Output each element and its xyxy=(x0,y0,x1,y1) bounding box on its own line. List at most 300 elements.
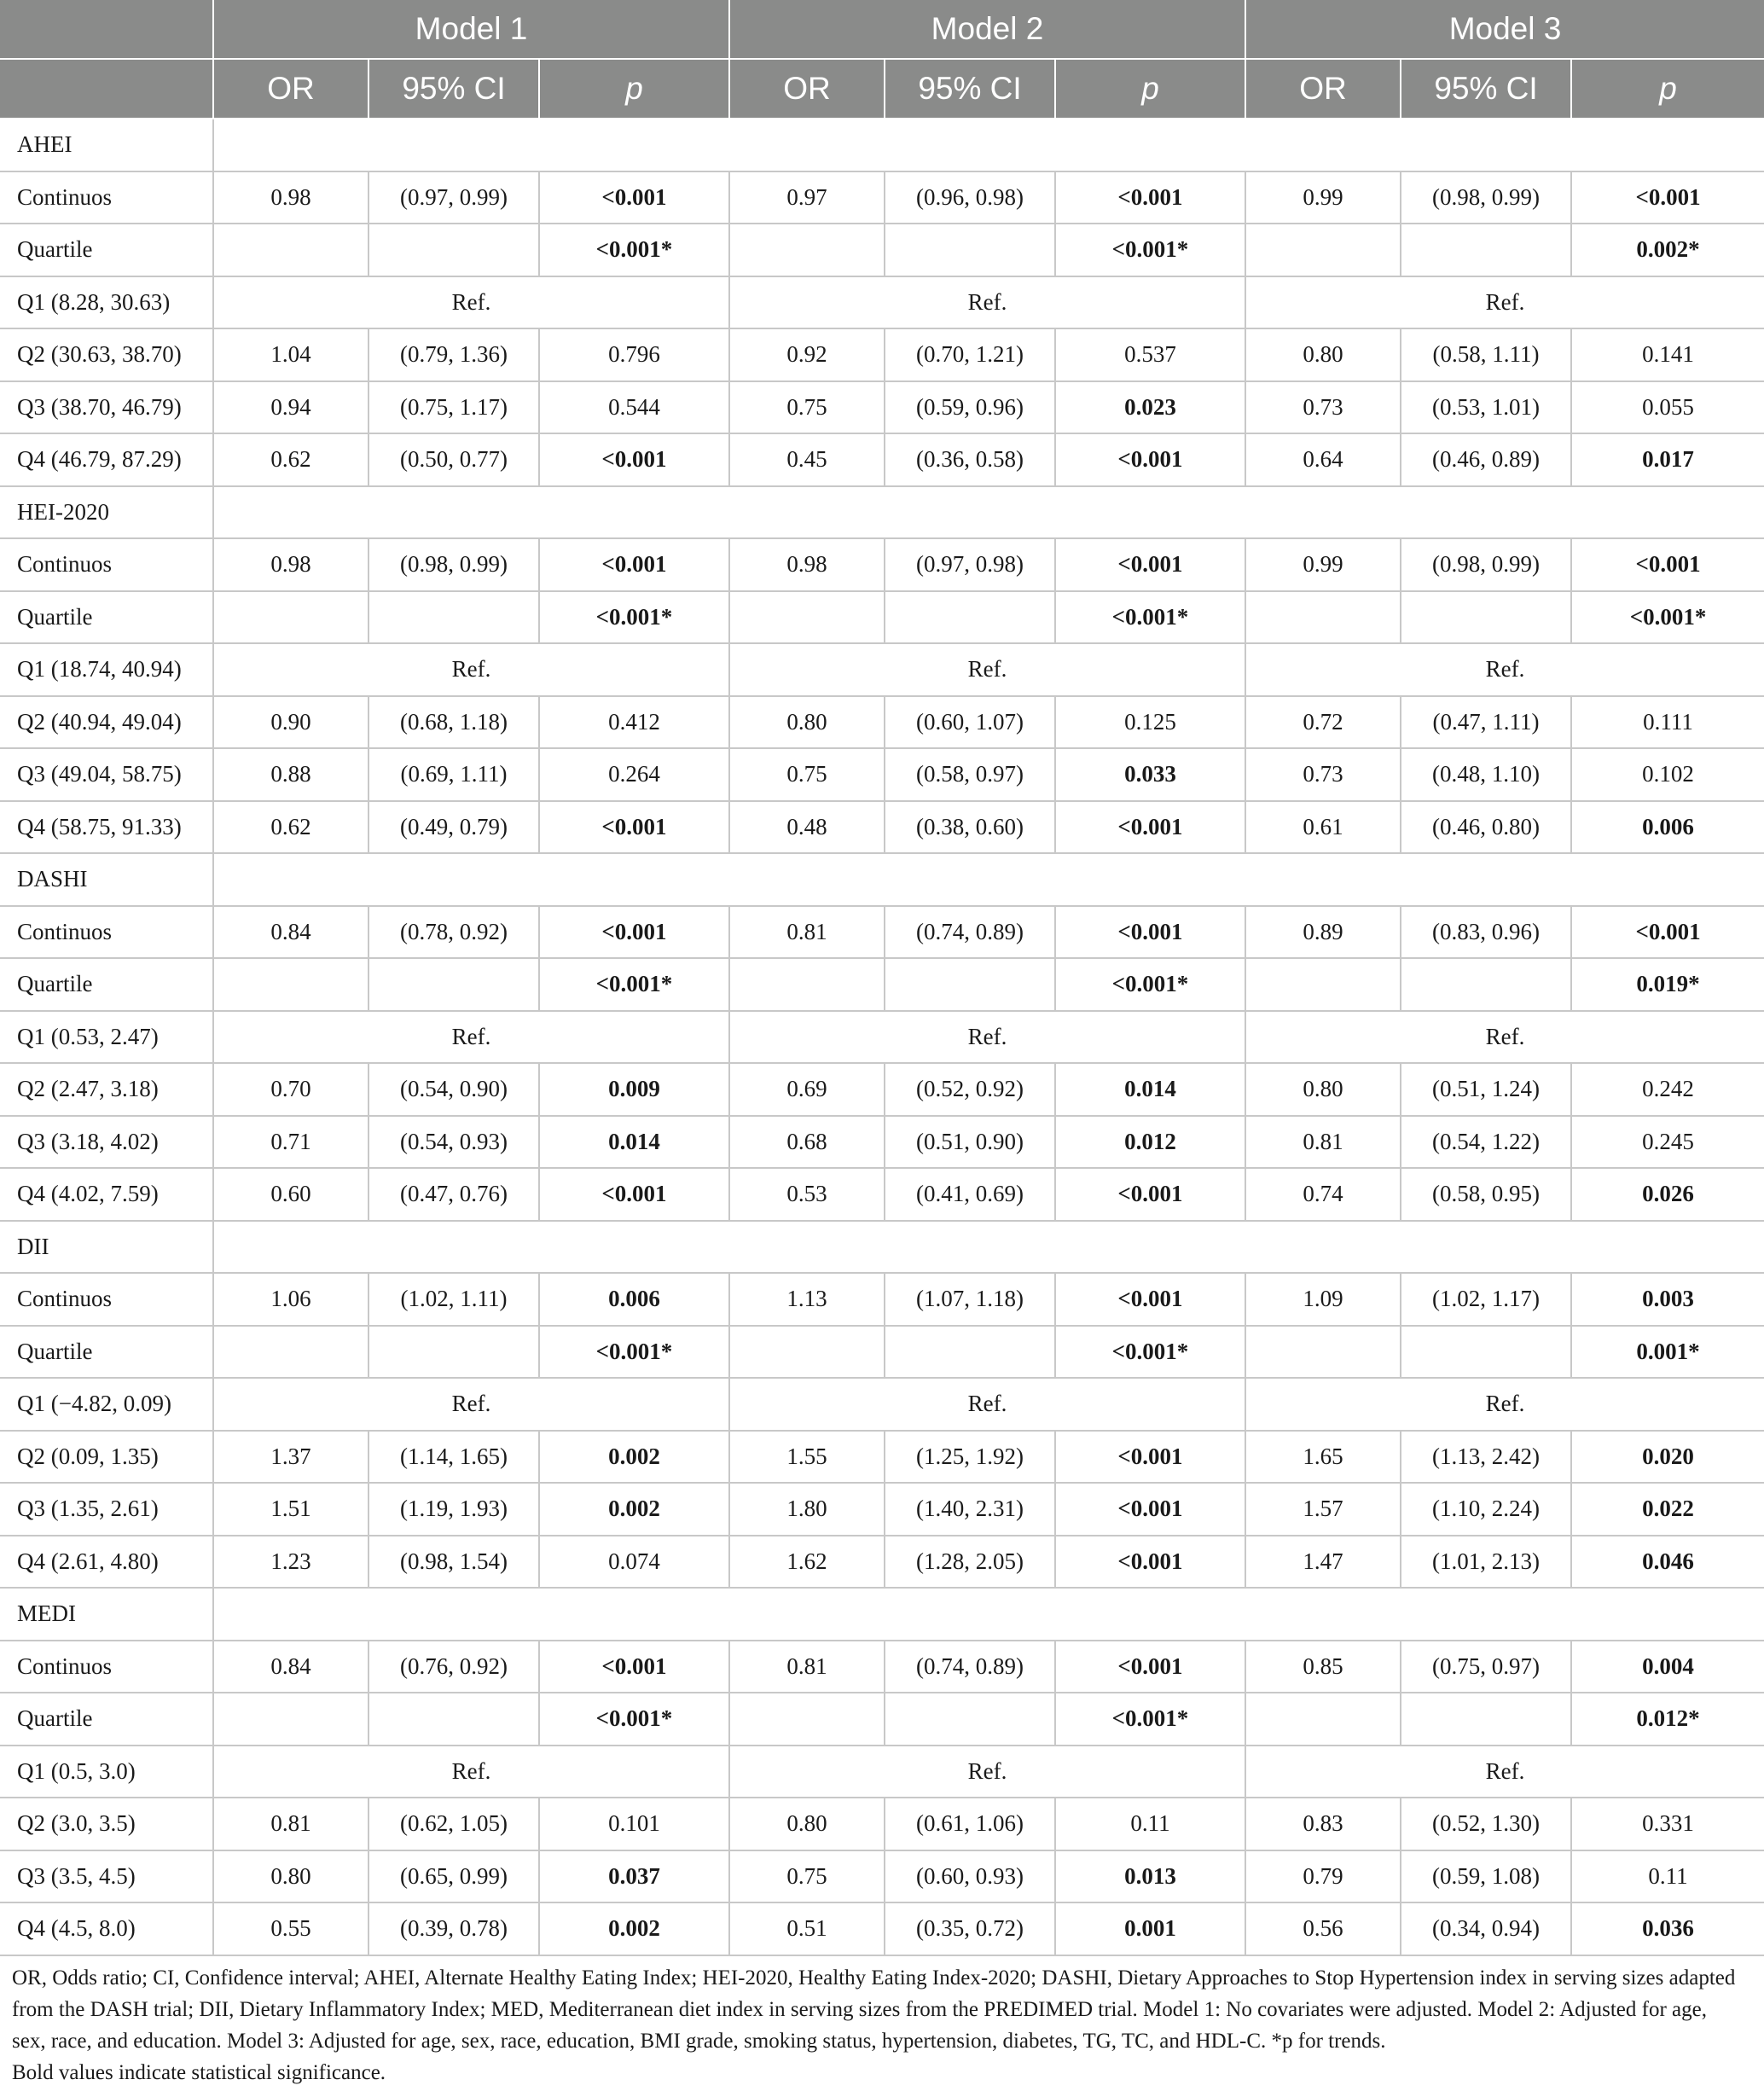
ci-cell xyxy=(1401,958,1571,1011)
ci-cell: (0.34, 0.94) xyxy=(1401,1902,1571,1955)
row-label: Q4 (4.02, 7.59) xyxy=(0,1168,213,1221)
p-cell: 0.544 xyxy=(539,381,729,434)
reference-cell: Ref. xyxy=(213,1378,729,1431)
or-cell: 0.80 xyxy=(729,1798,885,1850)
table-row xyxy=(0,1168,1764,1221)
model-3-header: Model 3 xyxy=(1245,0,1764,59)
or-cell: 0.81 xyxy=(729,906,885,959)
table-row xyxy=(0,1011,1764,1064)
table-row xyxy=(0,643,1764,696)
row-label: Q2 (40.94, 49.04) xyxy=(0,696,213,749)
p-cell: <0.001 xyxy=(1571,906,1764,959)
or-cell: 0.71 xyxy=(213,1116,368,1169)
p-cell: 0.331 xyxy=(1571,1798,1764,1850)
ci-cell: (0.48, 1.10) xyxy=(1401,748,1571,801)
table-row xyxy=(0,1902,1764,1955)
p-cell: 0.141 xyxy=(1571,328,1764,381)
group-empty-cell xyxy=(213,486,1764,539)
ci-cell: (0.47, 1.11) xyxy=(1401,696,1571,749)
or-cell: 0.98 xyxy=(213,538,368,591)
or-header: OR xyxy=(729,59,885,119)
row-label: Q1 (8.28, 30.63) xyxy=(0,276,213,329)
table-row xyxy=(0,328,1764,381)
sub-header-row xyxy=(0,59,1764,119)
ci-cell: (0.65, 0.99) xyxy=(368,1850,539,1903)
reference-cell: Ref. xyxy=(729,1746,1245,1798)
or-cell: 0.92 xyxy=(729,328,885,381)
group-header-row xyxy=(0,119,1764,171)
p-cell: <0.001 xyxy=(539,1641,729,1693)
or-cell: 1.57 xyxy=(1245,1483,1401,1536)
p-cell: 0.009 xyxy=(539,1063,729,1116)
or-cell: 0.45 xyxy=(729,433,885,486)
or-cell: 0.99 xyxy=(1245,171,1401,224)
ci-cell: (0.36, 0.58) xyxy=(885,433,1055,486)
p-cell: 0.245 xyxy=(1571,1116,1764,1169)
p-cell: 0.012 xyxy=(1055,1116,1245,1169)
p-cell: <0.001* xyxy=(1571,591,1764,644)
reference-cell: Ref. xyxy=(729,276,1245,329)
ci-cell: (1.01, 2.13) xyxy=(1401,1536,1571,1589)
p-cell: <0.001* xyxy=(539,1326,729,1379)
ci-cell: (0.74, 0.89) xyxy=(885,1641,1055,1693)
group-label: HEI-2020 xyxy=(0,486,213,539)
p-cell: <0.001* xyxy=(1055,224,1245,276)
or-cell: 0.90 xyxy=(213,696,368,749)
p-cell: <0.001* xyxy=(539,958,729,1011)
p-cell: 0.046 xyxy=(1571,1536,1764,1589)
or-cell xyxy=(729,224,885,276)
p-cell: 0.242 xyxy=(1571,1063,1764,1116)
ci-cell: (1.02, 1.17) xyxy=(1401,1273,1571,1326)
or-cell: 0.72 xyxy=(1245,696,1401,749)
or-cell xyxy=(213,224,368,276)
or-cell: 1.04 xyxy=(213,328,368,381)
ci-cell: (0.51, 0.90) xyxy=(885,1116,1055,1169)
p-cell: <0.001 xyxy=(1571,538,1764,591)
group-label: MEDI xyxy=(0,1588,213,1641)
or-cell: 1.09 xyxy=(1245,1273,1401,1326)
or-cell xyxy=(213,958,368,1011)
ci-cell: (0.74, 0.89) xyxy=(885,906,1055,959)
p-cell: 0.796 xyxy=(539,328,729,381)
table-row xyxy=(0,958,1764,1011)
or-cell: 1.80 xyxy=(729,1483,885,1536)
row-label: Q2 (30.63, 38.70) xyxy=(0,328,213,381)
ci-cell: (0.68, 1.18) xyxy=(368,696,539,749)
p-cell: <0.001* xyxy=(539,591,729,644)
table-row xyxy=(0,1326,1764,1379)
ci-cell: (0.98, 1.54) xyxy=(368,1536,539,1589)
ci-cell: (0.52, 0.92) xyxy=(885,1063,1055,1116)
p-cell: <0.001* xyxy=(539,224,729,276)
header-corner xyxy=(0,59,213,119)
ci-cell xyxy=(885,591,1055,644)
ci-cell xyxy=(1401,224,1571,276)
or-cell xyxy=(213,1693,368,1746)
ci-cell: (0.96, 0.98) xyxy=(885,171,1055,224)
row-label: Q4 (46.79, 87.29) xyxy=(0,433,213,486)
reference-cell: Ref. xyxy=(729,643,1245,696)
ci-cell: (0.35, 0.72) xyxy=(885,1902,1055,1955)
p-cell: 0.537 xyxy=(1055,328,1245,381)
p-cell: <0.001 xyxy=(1055,906,1245,959)
group-header-row xyxy=(0,1588,1764,1641)
or-cell: 0.80 xyxy=(729,696,885,749)
p-cell: 0.036 xyxy=(1571,1902,1764,1955)
p-cell: <0.001 xyxy=(539,1168,729,1221)
p-cell: 0.019* xyxy=(1571,958,1764,1011)
p-cell: <0.001 xyxy=(1055,171,1245,224)
reference-cell: Ref. xyxy=(1245,1378,1764,1431)
model-1-header: Model 1 xyxy=(213,0,729,59)
row-label: Quartile xyxy=(0,591,213,644)
or-cell: 0.81 xyxy=(213,1798,368,1850)
p-cell: <0.001 xyxy=(539,171,729,224)
p-cell: 0.002 xyxy=(539,1483,729,1536)
p-cell: <0.001 xyxy=(539,433,729,486)
or-cell: 1.47 xyxy=(1245,1536,1401,1589)
or-cell: 0.74 xyxy=(1245,1168,1401,1221)
ci-cell: (0.70, 1.21) xyxy=(885,328,1055,381)
row-label: Q1 (0.53, 2.47) xyxy=(0,1011,213,1064)
or-cell: 0.61 xyxy=(1245,801,1401,854)
group-empty-cell xyxy=(213,1588,1764,1641)
reference-cell: Ref. xyxy=(213,276,729,329)
p-cell: <0.001 xyxy=(1055,1483,1245,1536)
ci-cell: (1.28, 2.05) xyxy=(885,1536,1055,1589)
or-cell xyxy=(729,1693,885,1746)
p-cell: 0.004 xyxy=(1571,1641,1764,1693)
or-header: OR xyxy=(213,59,368,119)
ci-cell: (1.13, 2.42) xyxy=(1401,1431,1571,1484)
row-label: Q1 (0.5, 3.0) xyxy=(0,1746,213,1798)
or-cell: 0.75 xyxy=(729,748,885,801)
table-row xyxy=(0,276,1764,329)
table-row xyxy=(0,1273,1764,1326)
ci-cell: (0.39, 0.78) xyxy=(368,1902,539,1955)
or-cell xyxy=(1245,1693,1401,1746)
ci-cell: (0.58, 0.95) xyxy=(1401,1168,1571,1221)
ci-cell: (0.38, 0.60) xyxy=(885,801,1055,854)
ci-cell: (0.79, 1.36) xyxy=(368,328,539,381)
or-cell: 1.23 xyxy=(213,1536,368,1589)
p-cell: <0.001 xyxy=(539,906,729,959)
or-cell xyxy=(729,591,885,644)
p-cell: <0.001 xyxy=(1055,433,1245,486)
or-cell: 0.89 xyxy=(1245,906,1401,959)
p-cell: <0.001 xyxy=(1055,538,1245,591)
or-cell xyxy=(213,591,368,644)
row-label: Q2 (3.0, 3.5) xyxy=(0,1798,213,1850)
ci-cell: (1.07, 1.18) xyxy=(885,1273,1055,1326)
p-cell: <0.001 xyxy=(1055,801,1245,854)
table-row xyxy=(0,1641,1764,1693)
ci-cell xyxy=(1401,1693,1571,1746)
row-label: Q2 (0.09, 1.35) xyxy=(0,1431,213,1484)
or-cell: 0.88 xyxy=(213,748,368,801)
table-row xyxy=(0,1116,1764,1169)
p-cell: 0.033 xyxy=(1055,748,1245,801)
reference-cell: Ref. xyxy=(1245,276,1764,329)
ci-cell: (0.75, 1.17) xyxy=(368,381,539,434)
p-cell: 0.006 xyxy=(539,1273,729,1326)
group-header-row xyxy=(0,486,1764,539)
or-cell: 0.73 xyxy=(1245,381,1401,434)
or-cell: 1.55 xyxy=(729,1431,885,1484)
or-cell: 0.98 xyxy=(213,171,368,224)
ci-cell: (0.52, 1.30) xyxy=(1401,1798,1571,1850)
or-cell xyxy=(729,1326,885,1379)
or-cell: 0.70 xyxy=(213,1063,368,1116)
or-header: OR xyxy=(1245,59,1401,119)
table-row xyxy=(0,801,1764,854)
ci-header: 95% CI xyxy=(885,59,1055,119)
table-row xyxy=(0,591,1764,644)
table-row xyxy=(0,1798,1764,1850)
row-label: Q1 (−4.82, 0.09) xyxy=(0,1378,213,1431)
ci-cell: (0.46, 0.80) xyxy=(1401,801,1571,854)
row-label: Q3 (3.18, 4.02) xyxy=(0,1116,213,1169)
p-cell: <0.001* xyxy=(1055,591,1245,644)
or-cell: 0.48 xyxy=(729,801,885,854)
or-cell: 1.51 xyxy=(213,1483,368,1536)
table-row xyxy=(0,381,1764,434)
p-cell: 0.125 xyxy=(1055,696,1245,749)
p-cell: 0.102 xyxy=(1571,748,1764,801)
or-cell xyxy=(213,1326,368,1379)
ci-cell: (1.25, 1.92) xyxy=(885,1431,1055,1484)
row-label: Quartile xyxy=(0,1326,213,1379)
table-row xyxy=(0,748,1764,801)
or-cell: 0.85 xyxy=(1245,1641,1401,1693)
group-label: DASHI xyxy=(0,853,213,906)
reference-cell: Ref. xyxy=(213,1746,729,1798)
row-label: Q3 (38.70, 46.79) xyxy=(0,381,213,434)
or-cell xyxy=(1245,591,1401,644)
p-cell: 0.026 xyxy=(1571,1168,1764,1221)
ci-cell: (1.14, 1.65) xyxy=(368,1431,539,1484)
p-cell: <0.001* xyxy=(539,1693,729,1746)
or-cell: 0.81 xyxy=(729,1641,885,1693)
or-cell: 0.83 xyxy=(1245,1798,1401,1850)
or-cell xyxy=(1245,958,1401,1011)
ci-cell: (0.59, 0.96) xyxy=(885,381,1055,434)
or-cell: 1.62 xyxy=(729,1536,885,1589)
p-cell: <0.001 xyxy=(1055,1273,1245,1326)
table-row xyxy=(0,1483,1764,1536)
p-cell: <0.001* xyxy=(1055,1693,1245,1746)
ci-cell xyxy=(368,1326,539,1379)
ci-cell xyxy=(1401,591,1571,644)
table-row xyxy=(0,1536,1764,1589)
ci-cell xyxy=(368,958,539,1011)
ci-cell: (0.60, 1.07) xyxy=(885,696,1055,749)
ci-cell xyxy=(368,224,539,276)
row-label: Continuos xyxy=(0,1273,213,1326)
table-row xyxy=(0,906,1764,959)
or-cell: 0.99 xyxy=(1245,538,1401,591)
group-label: AHEI xyxy=(0,119,213,171)
group-header-row xyxy=(0,1221,1764,1274)
or-cell: 0.64 xyxy=(1245,433,1401,486)
ci-cell: (0.69, 1.11) xyxy=(368,748,539,801)
p-cell: 0.013 xyxy=(1055,1850,1245,1903)
row-label: Q4 (2.61, 4.80) xyxy=(0,1536,213,1589)
ci-cell: (0.98, 0.99) xyxy=(368,538,539,591)
or-cell: 0.80 xyxy=(1245,328,1401,381)
p-cell: <0.001 xyxy=(1055,1641,1245,1693)
p-cell: 0.022 xyxy=(1571,1483,1764,1536)
row-label: Q3 (3.5, 4.5) xyxy=(0,1850,213,1903)
row-label: Q2 (2.47, 3.18) xyxy=(0,1063,213,1116)
p-cell: 0.111 xyxy=(1571,696,1764,749)
p-cell: <0.001 xyxy=(1055,1168,1245,1221)
model-header-row xyxy=(0,0,1764,59)
row-label: Q1 (18.74, 40.94) xyxy=(0,643,213,696)
or-cell: 1.37 xyxy=(213,1431,368,1484)
row-label: Q3 (1.35, 2.61) xyxy=(0,1483,213,1536)
p-cell: <0.001* xyxy=(1055,958,1245,1011)
table-row xyxy=(0,1693,1764,1746)
group-label: DII xyxy=(0,1221,213,1274)
or-cell: 0.97 xyxy=(729,171,885,224)
reference-cell: Ref. xyxy=(729,1378,1245,1431)
reference-cell: Ref. xyxy=(729,1011,1245,1064)
or-cell: 0.60 xyxy=(213,1168,368,1221)
ci-cell: (0.60, 0.93) xyxy=(885,1850,1055,1903)
table-row xyxy=(0,433,1764,486)
ci-cell: (1.02, 1.11) xyxy=(368,1273,539,1326)
table-row xyxy=(0,1431,1764,1484)
ci-cell: (0.46, 0.89) xyxy=(1401,433,1571,486)
row-label: Quartile xyxy=(0,1693,213,1746)
p-cell: 0.002* xyxy=(1571,224,1764,276)
p-cell: <0.001* xyxy=(1055,1326,1245,1379)
p-cell: 0.014 xyxy=(1055,1063,1245,1116)
p-cell: 0.264 xyxy=(539,748,729,801)
or-cell: 0.75 xyxy=(729,1850,885,1903)
or-cell: 0.55 xyxy=(213,1902,368,1955)
table-row xyxy=(0,1850,1764,1903)
row-label: Q4 (58.75, 91.33) xyxy=(0,801,213,854)
or-cell: 1.65 xyxy=(1245,1431,1401,1484)
row-label: Q3 (49.04, 58.75) xyxy=(0,748,213,801)
p-cell: 0.003 xyxy=(1571,1273,1764,1326)
reference-cell: Ref. xyxy=(1245,1011,1764,1064)
ci-header: 95% CI xyxy=(368,59,539,119)
or-cell xyxy=(1245,1326,1401,1379)
footnote-bold-note: Bold values indicate statistical significance. xyxy=(12,2061,386,2084)
ci-cell: (0.49, 0.79) xyxy=(368,801,539,854)
p-cell: 0.11 xyxy=(1571,1850,1764,1903)
ci-cell: (0.41, 0.69) xyxy=(885,1168,1055,1221)
p-cell: 0.002 xyxy=(539,1431,729,1484)
or-cell: 1.13 xyxy=(729,1273,885,1326)
or-cell: 0.80 xyxy=(213,1850,368,1903)
p-cell: 0.055 xyxy=(1571,381,1764,434)
or-cell: 0.51 xyxy=(729,1902,885,1955)
or-cell: 0.53 xyxy=(729,1168,885,1221)
or-cell: 0.68 xyxy=(729,1116,885,1169)
ci-cell: (0.97, 0.99) xyxy=(368,171,539,224)
ci-cell: (1.10, 2.24) xyxy=(1401,1483,1571,1536)
or-cell: 0.84 xyxy=(213,906,368,959)
p-header: p xyxy=(539,59,729,119)
p-cell: <0.001 xyxy=(539,538,729,591)
footnote-abbreviations: OR, Odds ratio; CI, Confidence interval; AHEI, Alternate Healthy Eating Index; HEI-2020, Healthy Eating Index-2020; DASHI, Dietary Approaches to Stop Hypertension index in serving sizes adapted from the DASH trial; DII, Dietary Inflammatory Index; MED, Mediterranean diet index in serving sizes from the PREDIMED trial. Model 1: No covariates were adjusted. Model 2: Adjusted for age, sex, race, and education. Model 3: Adjusted for age, sex, race, education, BMI grade, smoking status, hypertension, diabetes, TG, TC, and HDL-C. *p for trends. xyxy=(12,1966,1736,2053)
or-cell: 0.80 xyxy=(1245,1063,1401,1116)
table-row xyxy=(0,1746,1764,1798)
p-cell: 0.020 xyxy=(1571,1431,1764,1484)
ci-cell: (0.98, 0.99) xyxy=(1401,538,1571,591)
p-cell: 0.006 xyxy=(1571,801,1764,854)
p-cell: 0.023 xyxy=(1055,381,1245,434)
ci-header: 95% CI xyxy=(1401,59,1571,119)
or-cell: 0.75 xyxy=(729,381,885,434)
or-cell: 0.69 xyxy=(729,1063,885,1116)
or-cell: 0.79 xyxy=(1245,1850,1401,1903)
ci-cell: (0.54, 0.93) xyxy=(368,1116,539,1169)
row-label: Continuos xyxy=(0,538,213,591)
or-cell: 0.62 xyxy=(213,801,368,854)
ci-cell xyxy=(368,1693,539,1746)
p-cell: 0.074 xyxy=(539,1536,729,1589)
p-cell: <0.001 xyxy=(1571,171,1764,224)
ci-cell: (0.59, 1.08) xyxy=(1401,1850,1571,1903)
ci-cell xyxy=(885,1693,1055,1746)
table-row xyxy=(0,171,1764,224)
or-cell: 0.62 xyxy=(213,433,368,486)
p-header: p xyxy=(1055,59,1245,119)
or-cell: 0.98 xyxy=(729,538,885,591)
p-cell: <0.001 xyxy=(539,801,729,854)
row-label: Continuos xyxy=(0,171,213,224)
p-cell: 0.11 xyxy=(1055,1798,1245,1850)
table-body xyxy=(0,119,1764,1955)
ci-cell: (0.78, 0.92) xyxy=(368,906,539,959)
group-empty-cell xyxy=(213,1221,1764,1274)
table-row xyxy=(0,1063,1764,1116)
ci-cell: (0.54, 1.22) xyxy=(1401,1116,1571,1169)
group-header-row xyxy=(0,853,1764,906)
or-cell xyxy=(729,958,885,1011)
ci-cell: (0.47, 0.76) xyxy=(368,1168,539,1221)
ci-cell: (0.51, 1.24) xyxy=(1401,1063,1571,1116)
row-label: Quartile xyxy=(0,958,213,1011)
table-row xyxy=(0,696,1764,749)
group-empty-cell xyxy=(213,853,1764,906)
ci-cell: (0.58, 0.97) xyxy=(885,748,1055,801)
p-cell: 0.001* xyxy=(1571,1326,1764,1379)
ci-cell: (1.40, 2.31) xyxy=(885,1483,1055,1536)
ci-cell: (1.19, 1.93) xyxy=(368,1483,539,1536)
row-label: Continuos xyxy=(0,906,213,959)
row-label: Quartile xyxy=(0,224,213,276)
table-footnote xyxy=(12,1962,1744,2088)
ci-cell xyxy=(885,1326,1055,1379)
p-cell: 0.037 xyxy=(539,1850,729,1903)
ci-cell: (0.83, 0.96) xyxy=(1401,906,1571,959)
header-corner xyxy=(0,0,213,59)
or-cell: 0.84 xyxy=(213,1641,368,1693)
ci-cell: (0.62, 1.05) xyxy=(368,1798,539,1850)
ci-cell xyxy=(885,224,1055,276)
row-label: Q4 (4.5, 8.0) xyxy=(0,1902,213,1955)
group-empty-cell xyxy=(213,119,1764,171)
or-cell: 0.73 xyxy=(1245,748,1401,801)
reference-cell: Ref. xyxy=(1245,643,1764,696)
